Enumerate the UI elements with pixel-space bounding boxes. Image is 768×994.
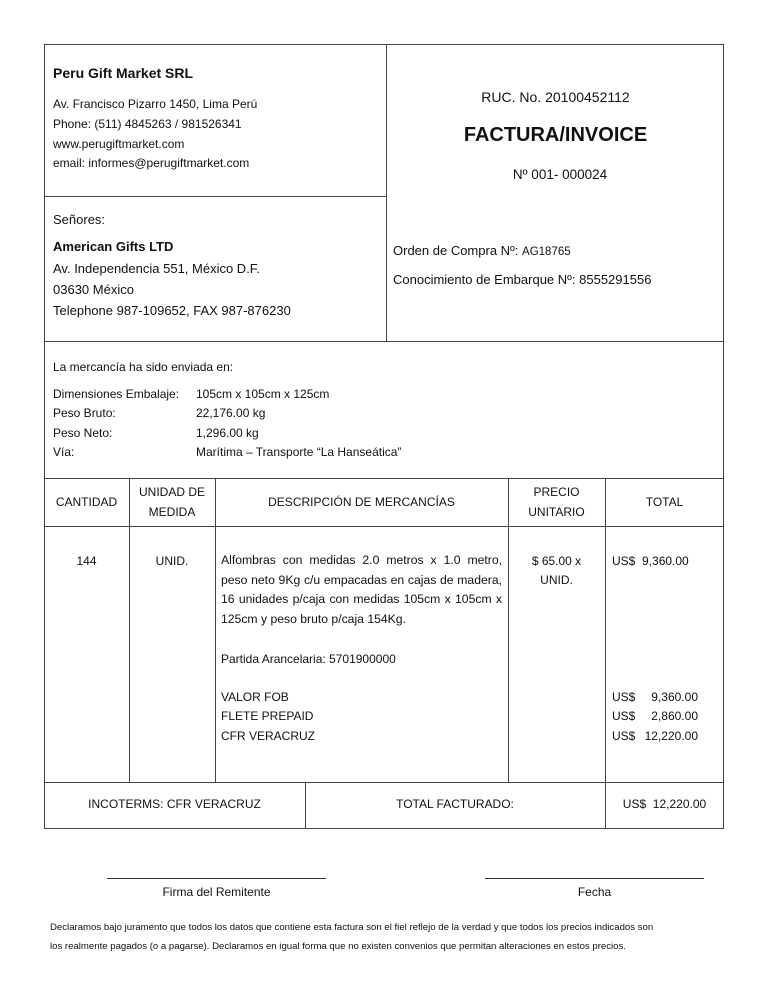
header-precio-line2: UNITARIO <box>528 505 585 519</box>
seller-name: Peru Gift Market SRL <box>53 65 194 81</box>
signature-line-sender <box>107 878 326 879</box>
seller-phone: Phone: (511) 4845263 / 981526341 <box>53 117 242 131</box>
buyer-address: Av. Independencia 551, México D.F. <box>53 261 260 276</box>
summary-amount-cfr: 12,220.00 <box>644 729 698 743</box>
item-precio-line2: UNID. <box>540 573 573 587</box>
bill-of-lading-value: 8555291556 <box>579 272 652 287</box>
item-desc-line: peso neto 9Kg c/u empacadas en cajas de madera, <box>221 572 502 587</box>
signature-date-label: Fecha <box>577 885 612 899</box>
shipment-dim-label: Dimensiones Embalaje: <box>53 387 180 401</box>
declaration-line-2: los realmente pagados (o a pagarse). Declaramos en igual forma que no existen convenios que permitan alteraciones en estos precios. <box>50 941 626 952</box>
seller-web: www.perugiftmarket.com <box>53 137 185 151</box>
summary-amount-flete: 2,860.00 <box>651 709 698 723</box>
invoice-title: FACTURA/INVOICE <box>463 124 648 146</box>
bill-of-lading-label: Conocimiento de Embarque Nº: <box>393 272 576 287</box>
item-desc-line: Alfombras con medidas 2.0 metros x 1.0 metro, <box>221 553 502 567</box>
purchase-order-label: Orden de Compra Nº: <box>393 243 519 258</box>
declaration-line-1: Declaramos bajo juramento que todos los datos que contiene esta factura son el fiel reflejo de la verdad y que todos los precios indicados son <box>50 922 654 933</box>
shipment-intro: La mercancía ha sido enviada en: <box>53 360 234 374</box>
buyer-name: American Gifts LTD <box>53 239 174 254</box>
item-description <box>221 551 502 629</box>
shipment-gross-value: 22,176.00 kg <box>196 406 266 420</box>
summary-label-flete: FLETE PREPAID <box>221 709 314 723</box>
buyer-city: 03630 México <box>53 282 134 297</box>
header-total-text: TOTAL <box>645 495 684 509</box>
shipment-via-value: Marítima – Transporte “La Hanseática” <box>196 445 402 459</box>
signature-sender-label: Firma del Remitente <box>162 885 271 899</box>
header-cantidad-text: CANTIDAD <box>55 495 118 509</box>
shipment-net-label: Peso Neto: <box>53 426 113 440</box>
item-unidad: UNID. <box>155 554 189 568</box>
shipment-gross-label: Peso Bruto: <box>53 406 116 420</box>
header-descripcion-text: DESCRIPCIÓN DE MERCANCÍAS <box>268 495 455 509</box>
shipment-net-value: 1,296.00 kg <box>196 426 259 440</box>
header-descripcion <box>215 478 508 526</box>
header-total <box>605 478 724 526</box>
buyer-phone: Telephone 987-109652, FAX 987-876230 <box>53 303 291 318</box>
summary-label-cfr: CFR VERACRUZ <box>221 729 316 743</box>
total-facturado-value: US$ 12,220.00 <box>622 797 707 811</box>
signature-line-date <box>485 878 704 879</box>
item-partida: Partida Arancelaria: 5701900000 <box>221 652 396 666</box>
item-desc-line: 16 unidades p/caja con medidas 105cm x 105cm x <box>221 592 502 606</box>
header-cantidad <box>44 478 129 526</box>
purchase-order <box>393 241 571 262</box>
shipment-via-label: Vía: <box>53 445 75 459</box>
summary-currency-flete: US$ <box>612 709 636 723</box>
summary-amount-fob: 9,360.00 <box>651 690 698 704</box>
item-cantidad: 144 <box>76 554 97 568</box>
shipment-dim-value: 105cm x 105cm x 125cm <box>196 387 330 401</box>
divider-items <box>44 782 724 783</box>
seller-email: email: informes@perugiftmarket.com <box>53 156 250 170</box>
divider-buyer <box>44 341 724 342</box>
bill-of-lading <box>393 270 651 290</box>
summary-currency-fob: US$ <box>612 690 636 704</box>
buyer-label: Señores: <box>53 212 106 227</box>
total-facturado-label: TOTAL FACTURADO: <box>396 797 514 811</box>
item-precio-line1: $ 65.00 x <box>531 554 582 568</box>
item-total: US$ 9,360.00 <box>612 554 689 568</box>
header-unidad-line2: MEDIDA <box>148 505 196 519</box>
purchase-order-value: AG18765 <box>522 246 571 258</box>
summary-label-fob: VALOR FOB <box>221 690 289 704</box>
item-desc-line: 125cm y peso bruto p/caja 154Kg. <box>221 611 406 626</box>
col-line-4 <box>605 478 606 829</box>
seller-address: Av. Francisco Pizarro 1450, Lima Perú <box>53 97 258 111</box>
incoterms: INCOTERMS: CFR VERACRUZ <box>88 797 261 811</box>
divider-table-header <box>44 526 724 527</box>
ruc-number: RUC. No. 20100452112 <box>481 89 630 105</box>
divider-header <box>44 196 386 197</box>
header-unidad <box>129 478 215 526</box>
header-precio <box>508 478 605 526</box>
header-precio-line1: PRECIO <box>533 485 580 499</box>
invoice-number: Nº 001- 000024 <box>512 167 608 182</box>
summary-currency-cfr: US$ <box>612 729 636 743</box>
header-unidad-line1: UNIDAD DE <box>138 485 205 499</box>
